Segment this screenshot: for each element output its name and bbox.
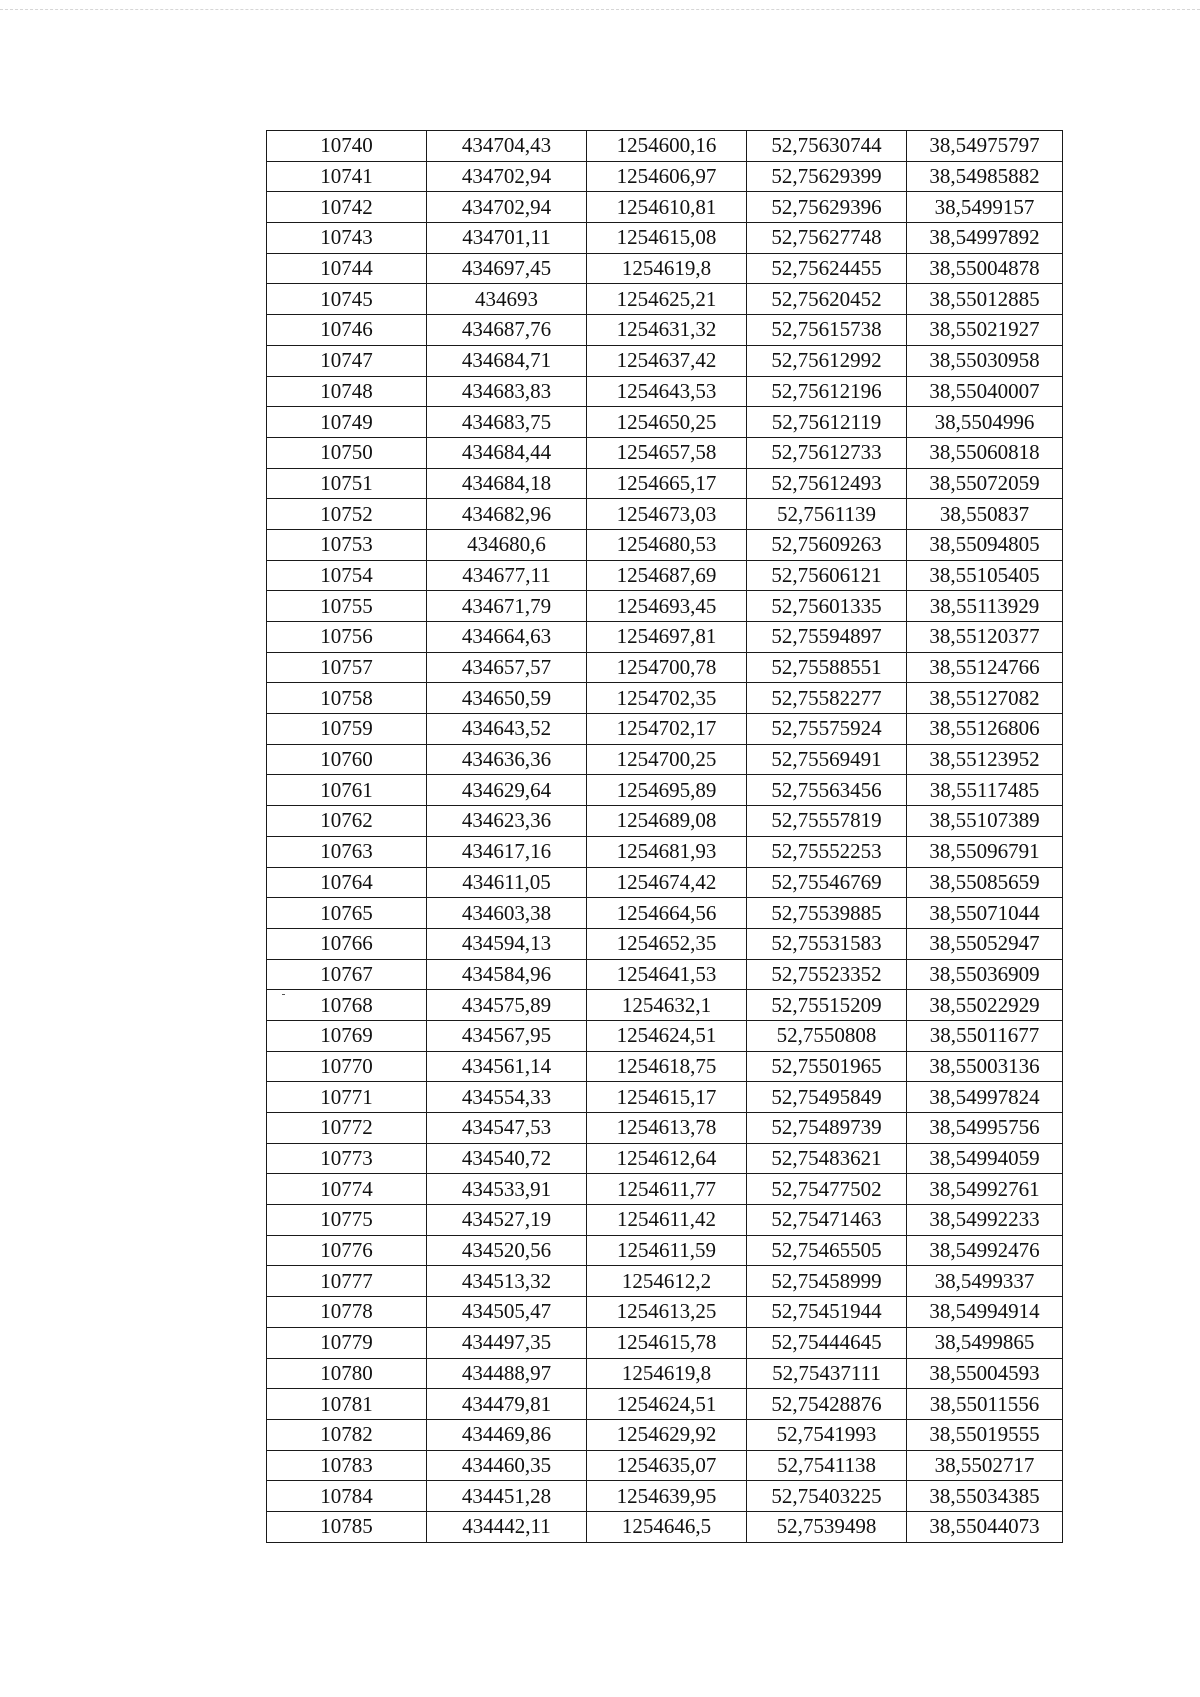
latitude-cell: 52,75588551 <box>747 652 907 683</box>
x-coordinate-cell: 434611,05 <box>427 867 587 898</box>
table-row <box>267 867 1063 898</box>
table-row <box>267 1143 1063 1174</box>
x-coordinate-cell: 434683,75 <box>427 407 587 438</box>
y-coordinate-cell: 1254615,78 <box>587 1327 747 1358</box>
longitude-cell: 38,55019555 <box>907 1419 1063 1450</box>
point-number-cell: 10751 <box>267 468 427 499</box>
latitude-cell: 52,75495849 <box>747 1082 907 1113</box>
latitude-cell: 52,75630744 <box>747 131 907 162</box>
table-row <box>267 1051 1063 1082</box>
longitude-cell: 38,55003136 <box>907 1051 1063 1082</box>
point-number-cell: 10745 <box>267 284 427 315</box>
table-row <box>267 161 1063 192</box>
y-coordinate-cell: 1254629,92 <box>587 1419 747 1450</box>
longitude-cell: 38,54992476 <box>907 1235 1063 1266</box>
table-row <box>267 683 1063 714</box>
table-row <box>267 1082 1063 1113</box>
table-row <box>267 407 1063 438</box>
table-row <box>267 1481 1063 1512</box>
y-coordinate-cell: 1254702,35 <box>587 683 747 714</box>
y-coordinate-cell: 1254619,8 <box>587 1358 747 1389</box>
y-coordinate-cell: 1254680,53 <box>587 529 747 560</box>
y-coordinate-cell: 1254652,35 <box>587 928 747 959</box>
table-row <box>267 990 1063 1021</box>
y-coordinate-cell: 1254611,59 <box>587 1235 747 1266</box>
table-row <box>267 253 1063 284</box>
y-coordinate-cell: 1254611,77 <box>587 1174 747 1205</box>
y-coordinate-cell: 1254639,95 <box>587 1481 747 1512</box>
x-coordinate-cell: 434702,94 <box>427 161 587 192</box>
y-coordinate-cell: 1254606,97 <box>587 161 747 192</box>
longitude-cell: 38,550837 <box>907 499 1063 530</box>
longitude-cell: 38,55107389 <box>907 806 1063 837</box>
x-coordinate-cell: 434575,89 <box>427 990 587 1021</box>
x-coordinate-cell: 434687,76 <box>427 315 587 346</box>
x-coordinate-cell: 434603,38 <box>427 898 587 929</box>
longitude-cell: 38,54992233 <box>907 1205 1063 1236</box>
point-number-cell: 10778 <box>267 1297 427 1328</box>
latitude-cell: 52,7539498 <box>747 1511 907 1542</box>
point-number-cell: 10741 <box>267 161 427 192</box>
y-coordinate-cell: 1254657,58 <box>587 437 747 468</box>
latitude-cell: 52,75582277 <box>747 683 907 714</box>
longitude-cell: 38,55021927 <box>907 315 1063 346</box>
x-coordinate-cell: 434680,6 <box>427 529 587 560</box>
y-coordinate-cell: 1254665,17 <box>587 468 747 499</box>
latitude-cell: 52,75627748 <box>747 223 907 254</box>
x-coordinate-cell: 434594,13 <box>427 928 587 959</box>
longitude-cell: 38,55022929 <box>907 990 1063 1021</box>
point-number-cell: 10764 <box>267 867 427 898</box>
latitude-cell: 52,75612119 <box>747 407 907 438</box>
y-coordinate-cell: 1254687,69 <box>587 560 747 591</box>
x-coordinate-cell: 434684,44 <box>427 437 587 468</box>
y-coordinate-cell: 1254637,42 <box>587 345 747 376</box>
table-row <box>267 928 1063 959</box>
x-coordinate-cell: 434623,36 <box>427 806 587 837</box>
latitude-cell: 52,75428876 <box>747 1389 907 1420</box>
table-row <box>267 499 1063 530</box>
y-coordinate-cell: 1254632,1 <box>587 990 747 1021</box>
table-row <box>267 744 1063 775</box>
x-coordinate-cell: 434505,47 <box>427 1297 587 1328</box>
table-row <box>267 898 1063 929</box>
latitude-cell: 52,75444645 <box>747 1327 907 1358</box>
table-row <box>267 1020 1063 1051</box>
x-coordinate-cell: 434497,35 <box>427 1327 587 1358</box>
table-row <box>267 315 1063 346</box>
table-row <box>267 1113 1063 1144</box>
point-number-cell: 10769 <box>267 1020 427 1051</box>
latitude-cell: 52,75523352 <box>747 959 907 990</box>
table-row <box>267 192 1063 223</box>
coordinates-table <box>266 130 1063 1543</box>
latitude-cell: 52,7561139 <box>747 499 907 530</box>
table-row <box>267 836 1063 867</box>
longitude-cell: 38,55034385 <box>907 1481 1063 1512</box>
y-coordinate-cell: 1254641,53 <box>587 959 747 990</box>
x-coordinate-cell: 434460,35 <box>427 1450 587 1481</box>
x-coordinate-cell: 434701,11 <box>427 223 587 254</box>
x-coordinate-cell: 434554,33 <box>427 1082 587 1113</box>
y-coordinate-cell: 1254700,78 <box>587 652 747 683</box>
longitude-cell: 38,55011677 <box>907 1020 1063 1051</box>
y-coordinate-cell: 1254624,51 <box>587 1389 747 1420</box>
point-number-cell: 10746 <box>267 315 427 346</box>
y-coordinate-cell: 1254702,17 <box>587 714 747 745</box>
point-number-cell: 10762 <box>267 806 427 837</box>
table-row <box>267 1235 1063 1266</box>
longitude-cell: 38,55096791 <box>907 836 1063 867</box>
x-coordinate-cell: 434643,52 <box>427 714 587 745</box>
y-coordinate-cell: 1254689,08 <box>587 806 747 837</box>
point-number-cell: 10782 <box>267 1419 427 1450</box>
x-coordinate-cell: 434693 <box>427 284 587 315</box>
table-row <box>267 959 1063 990</box>
longitude-cell: 38,5502717 <box>907 1450 1063 1481</box>
longitude-cell: 38,54994914 <box>907 1297 1063 1328</box>
scan-edge-line <box>0 9 1200 10</box>
latitude-cell: 52,75483621 <box>747 1143 907 1174</box>
y-coordinate-cell: 1254697,81 <box>587 622 747 653</box>
table-row <box>267 622 1063 653</box>
point-number-cell: 10757 <box>267 652 427 683</box>
y-coordinate-cell: 1254695,89 <box>587 775 747 806</box>
point-number-cell: 10768 <box>267 990 427 1021</box>
y-coordinate-cell: 1254674,42 <box>587 867 747 898</box>
table-row <box>267 1419 1063 1450</box>
latitude-cell: 52,75569491 <box>747 744 907 775</box>
x-coordinate-cell: 434682,96 <box>427 499 587 530</box>
longitude-cell: 38,55012885 <box>907 284 1063 315</box>
point-number-cell: 10749 <box>267 407 427 438</box>
latitude-cell: 52,75594897 <box>747 622 907 653</box>
latitude-cell: 52,75563456 <box>747 775 907 806</box>
y-coordinate-cell: 1254624,51 <box>587 1020 747 1051</box>
y-coordinate-cell: 1254612,64 <box>587 1143 747 1174</box>
point-number-cell: 10759 <box>267 714 427 745</box>
latitude-cell: 52,75515209 <box>747 990 907 1021</box>
x-coordinate-cell: 434540,72 <box>427 1143 587 1174</box>
point-number-cell: 10740 <box>267 131 427 162</box>
point-number-cell: 10767 <box>267 959 427 990</box>
longitude-cell: 38,55123952 <box>907 744 1063 775</box>
point-number-cell: 10772 <box>267 1113 427 1144</box>
point-number-cell: 10747 <box>267 345 427 376</box>
point-number-cell: 10781 <box>267 1389 427 1420</box>
longitude-cell: 38,55072059 <box>907 468 1063 499</box>
latitude-cell: 52,7541993 <box>747 1419 907 1450</box>
longitude-cell: 38,54995756 <box>907 1113 1063 1144</box>
point-number-cell: 10744 <box>267 253 427 284</box>
point-number-cell: 10785 <box>267 1511 427 1542</box>
longitude-cell: 38,55085659 <box>907 867 1063 898</box>
table-row <box>267 806 1063 837</box>
table-row <box>267 131 1063 162</box>
table-row <box>267 1297 1063 1328</box>
point-number-cell: 10771 <box>267 1082 427 1113</box>
y-coordinate-cell: 1254693,45 <box>587 591 747 622</box>
y-coordinate-cell: 1254700,25 <box>587 744 747 775</box>
table-row <box>267 529 1063 560</box>
x-coordinate-cell: 434442,11 <box>427 1511 587 1542</box>
latitude-cell: 52,75612493 <box>747 468 907 499</box>
latitude-cell: 52,75612992 <box>747 345 907 376</box>
x-coordinate-cell: 434479,81 <box>427 1389 587 1420</box>
latitude-cell: 52,75451944 <box>747 1297 907 1328</box>
point-number-cell: 10770 <box>267 1051 427 1082</box>
x-coordinate-cell: 434684,18 <box>427 468 587 499</box>
point-number-cell: 10765 <box>267 898 427 929</box>
point-number-cell: 10779 <box>267 1327 427 1358</box>
x-coordinate-cell: 434629,64 <box>427 775 587 806</box>
longitude-cell: 38,54975797 <box>907 131 1063 162</box>
point-number-cell: 10748 <box>267 376 427 407</box>
point-number-cell: 10758 <box>267 683 427 714</box>
latitude-cell: 52,75609263 <box>747 529 907 560</box>
y-coordinate-cell: 1254611,42 <box>587 1205 747 1236</box>
x-coordinate-cell: 434513,32 <box>427 1266 587 1297</box>
table-row <box>267 1450 1063 1481</box>
x-coordinate-cell: 434567,95 <box>427 1020 587 1051</box>
x-coordinate-cell: 434650,59 <box>427 683 587 714</box>
y-coordinate-cell: 1254643,53 <box>587 376 747 407</box>
point-number-cell: 10750 <box>267 437 427 468</box>
latitude-cell: 52,75501965 <box>747 1051 907 1082</box>
longitude-cell: 38,55040007 <box>907 376 1063 407</box>
longitude-cell: 38,55127082 <box>907 683 1063 714</box>
latitude-cell: 52,75489739 <box>747 1113 907 1144</box>
x-coordinate-cell: 434451,28 <box>427 1481 587 1512</box>
table-row <box>267 591 1063 622</box>
y-coordinate-cell: 1254650,25 <box>587 407 747 438</box>
longitude-cell: 38,54985882 <box>907 161 1063 192</box>
point-number-cell: 10760 <box>267 744 427 775</box>
latitude-cell: 52,7550808 <box>747 1020 907 1051</box>
latitude-cell: 52,75620452 <box>747 284 907 315</box>
latitude-cell: 52,7541138 <box>747 1450 907 1481</box>
y-coordinate-cell: 1254612,2 <box>587 1266 747 1297</box>
longitude-cell: 38,55117485 <box>907 775 1063 806</box>
latitude-cell: 52,75629399 <box>747 161 907 192</box>
point-number-cell: 10773 <box>267 1143 427 1174</box>
table-row <box>267 1174 1063 1205</box>
longitude-cell: 38,55030958 <box>907 345 1063 376</box>
table-row <box>267 1511 1063 1542</box>
y-coordinate-cell: 1254613,78 <box>587 1113 747 1144</box>
longitude-cell: 38,54997892 <box>907 223 1063 254</box>
point-number-cell: 10756 <box>267 622 427 653</box>
y-coordinate-cell: 1254631,32 <box>587 315 747 346</box>
latitude-cell: 52,75575924 <box>747 714 907 745</box>
point-number-cell: 10774 <box>267 1174 427 1205</box>
y-coordinate-cell: 1254681,93 <box>587 836 747 867</box>
y-coordinate-cell: 1254600,16 <box>587 131 747 162</box>
longitude-cell: 38,5504996 <box>907 407 1063 438</box>
longitude-cell: 38,54994059 <box>907 1143 1063 1174</box>
longitude-cell: 38,55120377 <box>907 622 1063 653</box>
latitude-cell: 52,75601335 <box>747 591 907 622</box>
y-coordinate-cell: 1254673,03 <box>587 499 747 530</box>
x-coordinate-cell: 434547,53 <box>427 1113 587 1144</box>
longitude-cell: 38,55126806 <box>907 714 1063 745</box>
point-number-cell: 10766 <box>267 928 427 959</box>
point-number-cell: 10784 <box>267 1481 427 1512</box>
latitude-cell: 52,75552253 <box>747 836 907 867</box>
point-number-cell: 10777 <box>267 1266 427 1297</box>
y-coordinate-cell: 1254615,17 <box>587 1082 747 1113</box>
point-number-cell: 10775 <box>267 1205 427 1236</box>
longitude-cell: 38,55094805 <box>907 529 1063 560</box>
longitude-cell: 38,55113929 <box>907 591 1063 622</box>
x-coordinate-cell: 434617,16 <box>427 836 587 867</box>
x-coordinate-cell: 434561,14 <box>427 1051 587 1082</box>
latitude-cell: 52,75557819 <box>747 806 907 837</box>
longitude-cell: 38,55011556 <box>907 1389 1063 1420</box>
x-coordinate-cell: 434683,83 <box>427 376 587 407</box>
longitude-cell: 38,5499865 <box>907 1327 1063 1358</box>
point-number-cell: 10752 <box>267 499 427 530</box>
y-coordinate-cell: 1254618,75 <box>587 1051 747 1082</box>
table-row <box>267 1205 1063 1236</box>
x-coordinate-cell: 434533,91 <box>427 1174 587 1205</box>
x-coordinate-cell: 434704,43 <box>427 131 587 162</box>
y-coordinate-cell: 1254625,21 <box>587 284 747 315</box>
longitude-cell: 38,54997824 <box>907 1082 1063 1113</box>
table-row <box>267 560 1063 591</box>
x-coordinate-cell: 434702,94 <box>427 192 587 223</box>
latitude-cell: 52,75539885 <box>747 898 907 929</box>
longitude-cell: 38,55124766 <box>907 652 1063 683</box>
longitude-cell: 38,55036909 <box>907 959 1063 990</box>
x-coordinate-cell: 434488,97 <box>427 1358 587 1389</box>
longitude-cell: 38,55004878 <box>907 253 1063 284</box>
latitude-cell: 52,75531583 <box>747 928 907 959</box>
latitude-cell: 52,75477502 <box>747 1174 907 1205</box>
table-row <box>267 468 1063 499</box>
x-coordinate-cell: 434520,56 <box>427 1235 587 1266</box>
table-row <box>267 284 1063 315</box>
longitude-cell: 38,55004593 <box>907 1358 1063 1389</box>
x-coordinate-cell: 434657,57 <box>427 652 587 683</box>
latitude-cell: 52,75629396 <box>747 192 907 223</box>
x-coordinate-cell: 434677,11 <box>427 560 587 591</box>
latitude-cell: 52,75465505 <box>747 1235 907 1266</box>
longitude-cell: 38,55105405 <box>907 560 1063 591</box>
table-row <box>267 775 1063 806</box>
y-coordinate-cell: 1254664,56 <box>587 898 747 929</box>
table-row <box>267 1266 1063 1297</box>
x-coordinate-cell: 434684,71 <box>427 345 587 376</box>
point-number-cell: 10755 <box>267 591 427 622</box>
point-number-cell: 10742 <box>267 192 427 223</box>
coordinates-table-body <box>267 131 1063 1543</box>
x-coordinate-cell: 434469,86 <box>427 1419 587 1450</box>
y-coordinate-cell: 1254615,08 <box>587 223 747 254</box>
x-coordinate-cell: 434664,63 <box>427 622 587 653</box>
table-row <box>267 652 1063 683</box>
table-row <box>267 714 1063 745</box>
x-coordinate-cell: 434671,79 <box>427 591 587 622</box>
point-number-cell: 10783 <box>267 1450 427 1481</box>
longitude-cell: 38,55052947 <box>907 928 1063 959</box>
longitude-cell: 38,5499337 <box>907 1266 1063 1297</box>
latitude-cell: 52,75546769 <box>747 867 907 898</box>
x-coordinate-cell: 434527,19 <box>427 1205 587 1236</box>
latitude-cell: 52,75624455 <box>747 253 907 284</box>
latitude-cell: 52,75615738 <box>747 315 907 346</box>
x-coordinate-cell: 434584,96 <box>427 959 587 990</box>
point-number-cell: 10761 <box>267 775 427 806</box>
table-row <box>267 376 1063 407</box>
longitude-cell: 38,5499157 <box>907 192 1063 223</box>
y-coordinate-cell: 1254613,25 <box>587 1297 747 1328</box>
point-number-cell: 10743 <box>267 223 427 254</box>
x-coordinate-cell: 434697,45 <box>427 253 587 284</box>
table-row <box>267 437 1063 468</box>
table-row <box>267 223 1063 254</box>
y-coordinate-cell: 1254619,8 <box>587 253 747 284</box>
latitude-cell: 52,75403225 <box>747 1481 907 1512</box>
table-row <box>267 1389 1063 1420</box>
latitude-cell: 52,75612196 <box>747 376 907 407</box>
y-coordinate-cell: 1254610,81 <box>587 192 747 223</box>
point-number-cell: 10754 <box>267 560 427 591</box>
longitude-cell: 38,55071044 <box>907 898 1063 929</box>
latitude-cell: 52,75606121 <box>747 560 907 591</box>
point-number-cell: 10780 <box>267 1358 427 1389</box>
longitude-cell: 38,54992761 <box>907 1174 1063 1205</box>
x-coordinate-cell: 434636,36 <box>427 744 587 775</box>
longitude-cell: 38,55044073 <box>907 1511 1063 1542</box>
table-row <box>267 1358 1063 1389</box>
table-row <box>267 345 1063 376</box>
point-number-cell: 10753 <box>267 529 427 560</box>
latitude-cell: 52,75437111 <box>747 1358 907 1389</box>
latitude-cell: 52,75458999 <box>747 1266 907 1297</box>
y-coordinate-cell: 1254635,07 <box>587 1450 747 1481</box>
latitude-cell: 52,75612733 <box>747 437 907 468</box>
longitude-cell: 38,55060818 <box>907 437 1063 468</box>
y-coordinate-cell: 1254646,5 <box>587 1511 747 1542</box>
point-number-cell: 10776 <box>267 1235 427 1266</box>
table-row <box>267 1327 1063 1358</box>
latitude-cell: 52,75471463 <box>747 1205 907 1236</box>
point-number-cell: 10763 <box>267 836 427 867</box>
